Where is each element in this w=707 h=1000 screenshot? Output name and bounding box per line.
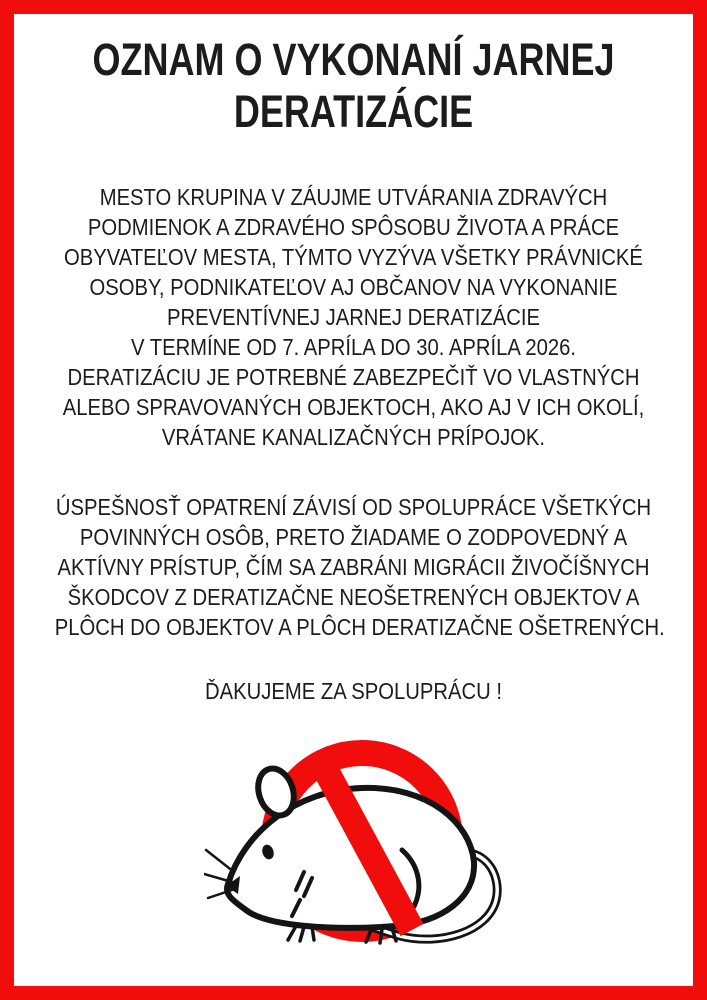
paragraph1-line: PODMIENOK A ZDRAVÉHO SPÔSOBU ŽIVOTA A PRÁCE xyxy=(87,214,620,240)
thanks-line: ĎAKUJEME ZA SPOLUPRÁCU ! xyxy=(205,678,502,704)
paragraph1-line: DERATIZÁCIU JE POTREBNÉ ZABEZPEČIŤ VO VLASTNÝCH xyxy=(67,364,640,390)
paragraph2-line: AKTÍVNY PRÍSTUP, ČÍM SA ZABRÁNI MIGRÁCII ŽIVOČÍŠNYCH xyxy=(57,554,650,580)
title-line-1: OZNAM O VYKONANÍ JARNEJ xyxy=(92,34,615,85)
paragraph1-line: OBYVATEĽOV MESTA, TÝMTO VYZÝVA VŠETKY PRÁVNICKÉ xyxy=(64,244,643,270)
paragraph1-line: V TERMÍNE OD 7. APRÍLA DO 30. APRÍLA 2026. xyxy=(130,334,577,360)
paragraph2-line: ÚSPEŠNOSŤ OPATRENÍ ZÁVISÍ OD SPOLUPRÁCE VŠETKÝCH xyxy=(55,494,652,520)
paragraph2-line: POVINNÝCH OSÔB, PRETO ŽIADAME O ZODPOVEDNÝ A xyxy=(79,524,628,550)
no-rodents-icon xyxy=(14,724,693,958)
announcement-paragraph xyxy=(55,182,653,452)
cooperation-paragraph xyxy=(54,492,665,642)
paragraph2-line: ŠKODCOV Z DERATIZAČNE NEOŠETRENÝCH OBJEKTOV A xyxy=(67,584,640,610)
no-rodents-prohibition-icon xyxy=(204,724,504,958)
paragraph1-line: MESTO KRUPINA V ZÁUJME UTVÁRANIA ZDRAVÝCH xyxy=(99,184,608,210)
paragraph1-line: ALEBO SPRAVOVANÝCH OBJEKTOCH, AKO AJ V ICH OKOLÍ, xyxy=(62,394,645,420)
paragraph1-line: PREVENTÍVNEJ JARNEJ DERATIZÁCIE xyxy=(166,304,541,330)
paragraph2-line: PLÔCH DO OBJEKTOV A PLÔCH DERATIZAČNE OŠETRENÝCH. xyxy=(54,614,665,640)
paragraph1-line: OSOBY, PODNIKATEĽOV AJ OBČANOV NA VYKONANIE xyxy=(89,274,618,300)
title-line-2: DERATIZÁCIE xyxy=(233,86,474,137)
paragraph1-line: VRÁTANE KANALIZAČNÝCH PRÍPOJOK. xyxy=(161,424,546,450)
page-title xyxy=(82,34,625,138)
